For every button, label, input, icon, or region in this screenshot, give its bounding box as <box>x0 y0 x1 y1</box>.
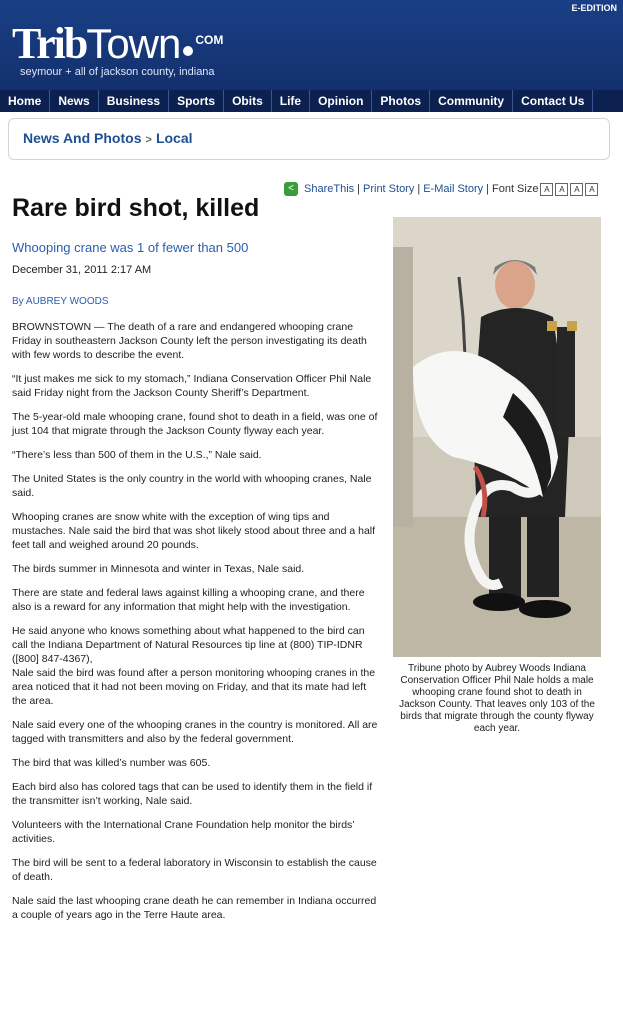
article-byline[interactable]: By AUBREY WOODS <box>12 296 109 307</box>
logo-trib: Trib <box>12 19 87 68</box>
logo-dot <box>183 46 193 56</box>
article-paragraph: “There’s less than 500 of them in the U.S.,” Nale said. <box>12 449 262 461</box>
font-size-3-button[interactable]: A <box>570 183 583 196</box>
font-size-1-button[interactable]: A <box>540 183 553 196</box>
photo-caption: Tribune photo by Aubrey Woods Indiana Conservation Officer Phil Nale holds a male whooping crane found shot to death in Jackson County. That leaves only 103 of the birds that migrate through the county flyway each year. <box>399 663 595 734</box>
article-paragraph: “It just makes me sick to my stomach,” Indiana Conservation Officer Phil Nale said Friday night from the Jackson County Sheriff’s Department. <box>12 373 372 399</box>
main-nav <box>0 90 623 112</box>
article-paragraph: Volunteers with the International Crane Foundation help monitor the birds’ activities. <box>12 819 355 845</box>
article-paragraph: There are state and federal laws against killing a whooping crane, and there also is a reward for any information that might help with the investigation. <box>12 587 365 613</box>
nav-community[interactable]: Community <box>430 90 513 112</box>
article-date: December 31, 2011 2:17 AM <box>12 264 152 276</box>
site-logo[interactable] <box>12 18 223 69</box>
article-headline: Rare bird shot, killed <box>12 194 260 222</box>
nav-life[interactable]: Life <box>272 90 310 112</box>
article-photo[interactable] <box>393 217 601 657</box>
font-size-2-button[interactable]: A <box>555 183 568 196</box>
font-size-4-button[interactable]: A <box>585 183 598 196</box>
article-body <box>12 320 380 932</box>
share-this-link[interactable]: ShareThis <box>304 183 355 195</box>
article-paragraph: The birds summer in Minnesota and winter in Texas, Nale said. <box>12 563 305 575</box>
article-paragraph: The bird will be sent to a federal laboratory in Wisconsin to establish the cause of death. <box>12 857 377 883</box>
article-paragraph: The bird that was killed’s number was 605. <box>12 757 211 769</box>
article-paragraph: The 5-year-old male whooping crane, found shot to death in a field, was one of just 104 that migrate through the Jackson County flyway each year. <box>12 411 378 437</box>
nav-opinion[interactable]: Opinion <box>310 90 372 112</box>
site-header <box>0 0 623 90</box>
print-story-link[interactable]: Print Story <box>363 183 415 195</box>
nav-business[interactable]: Business <box>99 90 169 112</box>
logo-town: Town <box>86 20 181 67</box>
tools-divider: | <box>357 183 360 195</box>
nav-sports[interactable]: Sports <box>169 90 224 112</box>
article-tools <box>284 182 598 196</box>
article-paragraph: The United States is the only country in the world with whooping cranes, Nale said. <box>12 473 372 499</box>
article-paragraph: Whooping cranes are snow white with the exception of wing tips and mustaches. Nale said the bird that was shot likely stood about three and a half feet tall and weighed around 20 pounds. <box>12 511 376 551</box>
email-story-link[interactable]: E-Mail Story <box>423 183 484 195</box>
e-edition-link[interactable]: E-EDITION <box>571 3 617 13</box>
logo-com: COM <box>195 33 224 47</box>
breadcrumb-box <box>8 118 610 160</box>
nav-news[interactable]: News <box>50 90 98 112</box>
tools-divider: | <box>417 183 421 195</box>
nav-home[interactable]: Home <box>0 90 50 112</box>
nav-contact-us[interactable]: Contact Us <box>513 90 593 112</box>
font-size-label: Font Size <box>491 183 539 195</box>
article-paragraph: Each bird also has colored tags that can be used to identify them in the field if the transmitter isn’t working, Nale said. <box>12 781 373 807</box>
site-tagline: seymour + all of jackson county, indiana <box>20 66 215 78</box>
article-paragraph: He said anyone who knows something about what happened to the bird can call the Indiana Department of Natural Resources tip line at (800) TIP-IDNR ([800] 847-4367), Nale said the bird was found after a person monitoring whooping cranes in the area noticed that it had not been moving on Friday, and that its mate had left the area. <box>12 625 376 707</box>
article-paragraph: BROWNSTOWN — The death of a rare and endangered whooping crane Friday in southeastern Jackson County left the person investigating its death with few words to describe the event. <box>12 321 367 361</box>
nav-obits[interactable]: Obits <box>224 90 272 112</box>
nav-photos[interactable]: Photos <box>372 90 430 112</box>
breadcrumb-subsection[interactable]: Local <box>155 130 193 146</box>
article-paragraph: Nale said every one of the whooping cranes in the country is monitored. All are tagged with transmitters and also by the federal government. <box>12 719 378 745</box>
photo-illustration <box>393 217 601 657</box>
share-icon[interactable]: < <box>284 182 298 196</box>
article-subhead: Whooping crane was 1 of fewer than 500 <box>12 240 249 255</box>
breadcrumb <box>23 130 193 146</box>
tools-divider: | <box>486 183 489 195</box>
article-paragraph: Nale said the last whooping crane death he can remember in Indiana occurred a couple of years ago in the Terre Haute area. <box>12 895 377 921</box>
breadcrumb-section[interactable]: News And Photos <box>23 130 142 146</box>
breadcrumb-separator: > <box>145 134 152 146</box>
